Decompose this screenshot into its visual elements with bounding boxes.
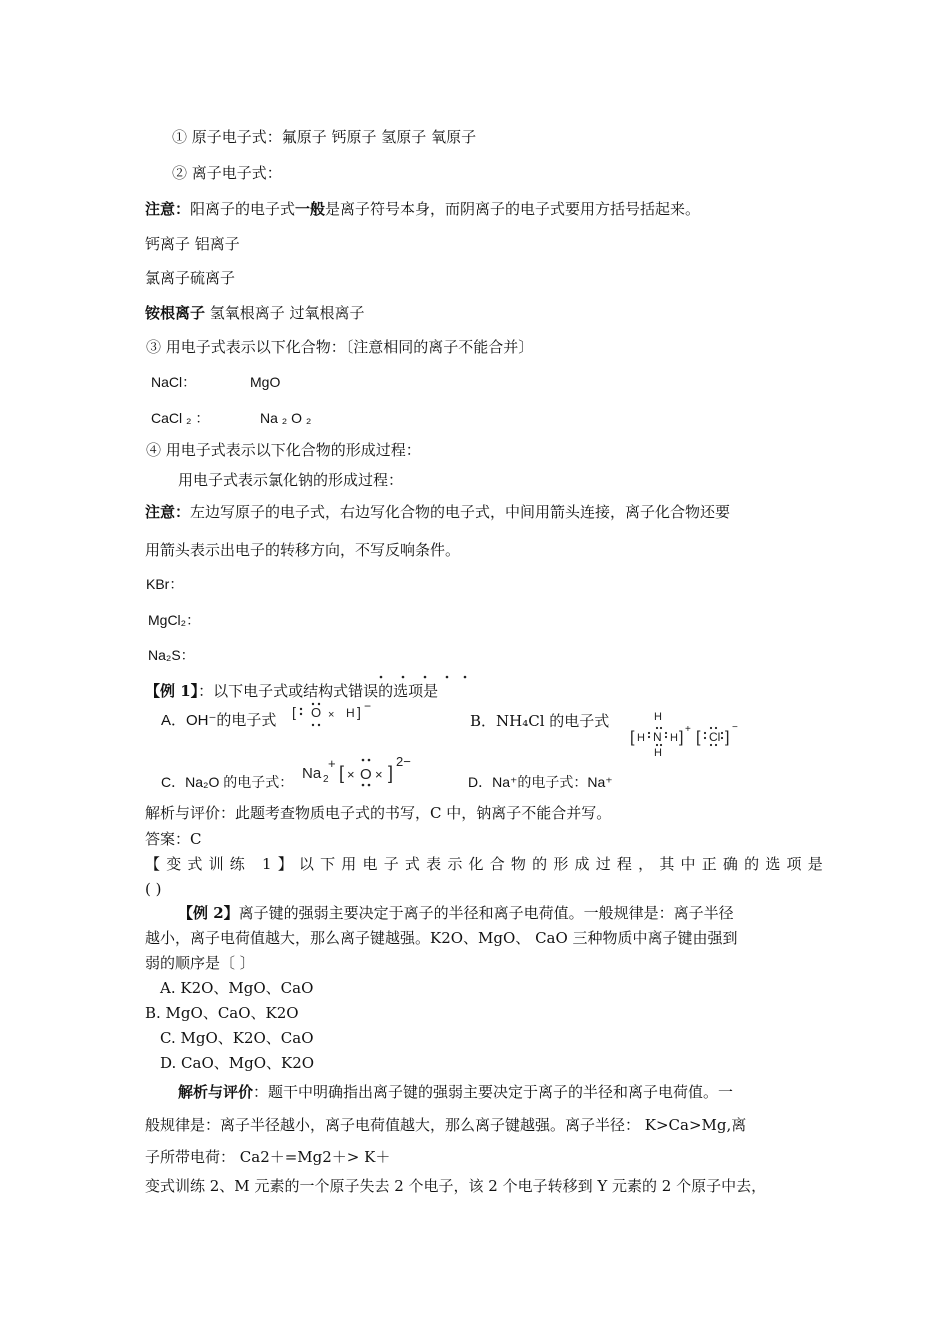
example-2-option-b: B. MgO、CaO、K2O — [145, 1004, 299, 1022]
option-c: C．Na₂O 的电子式： — [161, 774, 294, 790]
ions-line-2: 氯离子硫离子 — [145, 269, 236, 287]
nitrogen-symbol: N — [653, 730, 662, 744]
note-2b: 用箭头表示出电子的转移方向，不写反响条件。 — [145, 541, 461, 559]
variant-training-1-blank: ( ) — [145, 880, 162, 898]
note-label: 注意： — [145, 200, 191, 218]
ions-line-1: 钙离子 铝离子 — [145, 235, 240, 253]
sodium-symbol: Na — [302, 765, 322, 782]
variant-training-2: 变式训练 2、M 元素的一个原子失去 2 个电子，该 2 个电子转移到 Y 元素的 2 个原子中去， — [145, 1177, 767, 1195]
charge: − — [364, 699, 372, 713]
emphasis-dots — [378, 674, 468, 680]
svg-text:H: H — [670, 732, 678, 744]
svg-text:×: × — [328, 709, 335, 721]
option-d: D．Na⁺的电子式：Na⁺ — [468, 774, 613, 790]
bracket-close: ] — [357, 704, 361, 720]
svg-text:[: [ — [339, 763, 345, 783]
na2s-label: Na₂S： — [148, 647, 195, 663]
bracket-open: [ — [292, 704, 296, 720]
mgcl2-label: MgCl₂： — [148, 612, 201, 628]
svg-text:[: [ — [630, 729, 635, 746]
example-2-option-c: C. MgO、K2O、CaO — [160, 1029, 314, 1047]
svg-text:[: [ — [696, 729, 701, 746]
nh4cl-electron-formula — [630, 708, 745, 758]
chlorine-symbol: Cl — [709, 730, 721, 744]
variant-training-1: 【变式训练 1】以下用电子式表示化合物的形成过程，其中正确的选项是 — [145, 855, 829, 873]
analysis-1: 解析与评价：此题考查物质电子式的书写，C 中，钠离子不能合并写。 — [145, 804, 612, 822]
nacl-label: NaCl： — [151, 374, 197, 390]
svg-text:]: ] — [725, 729, 730, 746]
line-compounds: ③ 用电子式表示以下化合物：〔注意相同的离子不能合并〕 — [146, 338, 534, 356]
mgo-label: MgO — [250, 374, 281, 390]
example-2-line-3: 弱的顺序是〔 〕 — [145, 954, 255, 972]
svg-text:×: × — [375, 767, 383, 782]
svg-text:]: ] — [388, 763, 394, 783]
analysis-2-line-1: 解析与评价：题干中明确指出离子键的强弱主要决定于离子的半径和离子电荷值。一 — [178, 1083, 734, 1101]
svg-text:−: − — [732, 722, 738, 733]
cacl2-label: CaCl ₂ ： — [151, 410, 210, 426]
answer-1: 答案：C — [145, 830, 202, 848]
svg-text:H: H — [654, 747, 662, 759]
svg-text:H: H — [637, 732, 645, 744]
option-b: B．NH₄Cl 的电子式 — [470, 712, 610, 730]
oh-electron-formula — [292, 700, 382, 730]
na2o2-label: Na ₂ O ₂ — [260, 410, 312, 426]
svg-text:×: × — [347, 767, 355, 782]
svg-text:]: ] — [679, 729, 684, 746]
line-ion-electron-formula: ② 离子电子式： — [172, 164, 282, 182]
na2o-electron-formula — [302, 752, 417, 790]
line-nacl-formation: 用电子式表示氯化钠的形成过程： — [178, 471, 404, 489]
example-1-question: 【例 1】：以下电子式或结构式错误的选项是 — [145, 682, 439, 700]
note-1: 注意：阳离子的电子式一般是离子符号本身，而阴离子的电子式要用方括号括起来。 — [145, 200, 701, 218]
line-formation: ④ 用电子式表示以下化合物的形成过程： — [146, 441, 421, 459]
svg-text:H: H — [654, 711, 662, 723]
example-2-option-a: A. K2O、MgO、CaO — [160, 979, 314, 997]
svg-text:2: 2 — [323, 774, 329, 785]
example-2-line-1: 【例 2】离子键的强弱主要决定于离子的半径和离子电荷值。一般规律是：离子半径 — [178, 904, 734, 922]
kbr-label: KBr： — [146, 576, 184, 592]
analysis-2-line-2: 般规律是：离子半径越小，离子电荷值越大，那么离子键越强。离子半径： K>Ca>Mg,离 — [145, 1116, 747, 1134]
analysis-2-line-3: 子所带电荷： Ca2＋=Mg2＋> K＋ — [145, 1148, 391, 1166]
svg-text:+: + — [685, 724, 691, 735]
note-2a: 注意：左边写原子的电子式，右边写化合物的电子式，中间用箭头连接，离子化合物还要 — [145, 503, 731, 521]
ions-line-3: 铵根离子 氢氧根离子 过氧根离子 — [145, 304, 365, 322]
svg-text:2−: 2− — [396, 754, 411, 769]
option-a: A．OH⁻的电子式 — [161, 712, 277, 729]
example-2-line-2: 越小，离子电荷值越大，那么离子键越强。K2O、MgO、 CaO 三种物质中离子键由强到 — [145, 929, 738, 947]
oxygen-symbol: O — [360, 766, 372, 783]
example-2-option-d: D. CaO、MgO、K2O — [160, 1054, 315, 1072]
oxygen-symbol: O — [311, 705, 322, 720]
hydrogen-symbol: H — [346, 706, 355, 720]
svg-text:+: + — [328, 756, 336, 771]
line-atom-electron-formula: ① 原子电子式：氟原子 钙原子 氢原子 氧原子 — [172, 128, 477, 146]
